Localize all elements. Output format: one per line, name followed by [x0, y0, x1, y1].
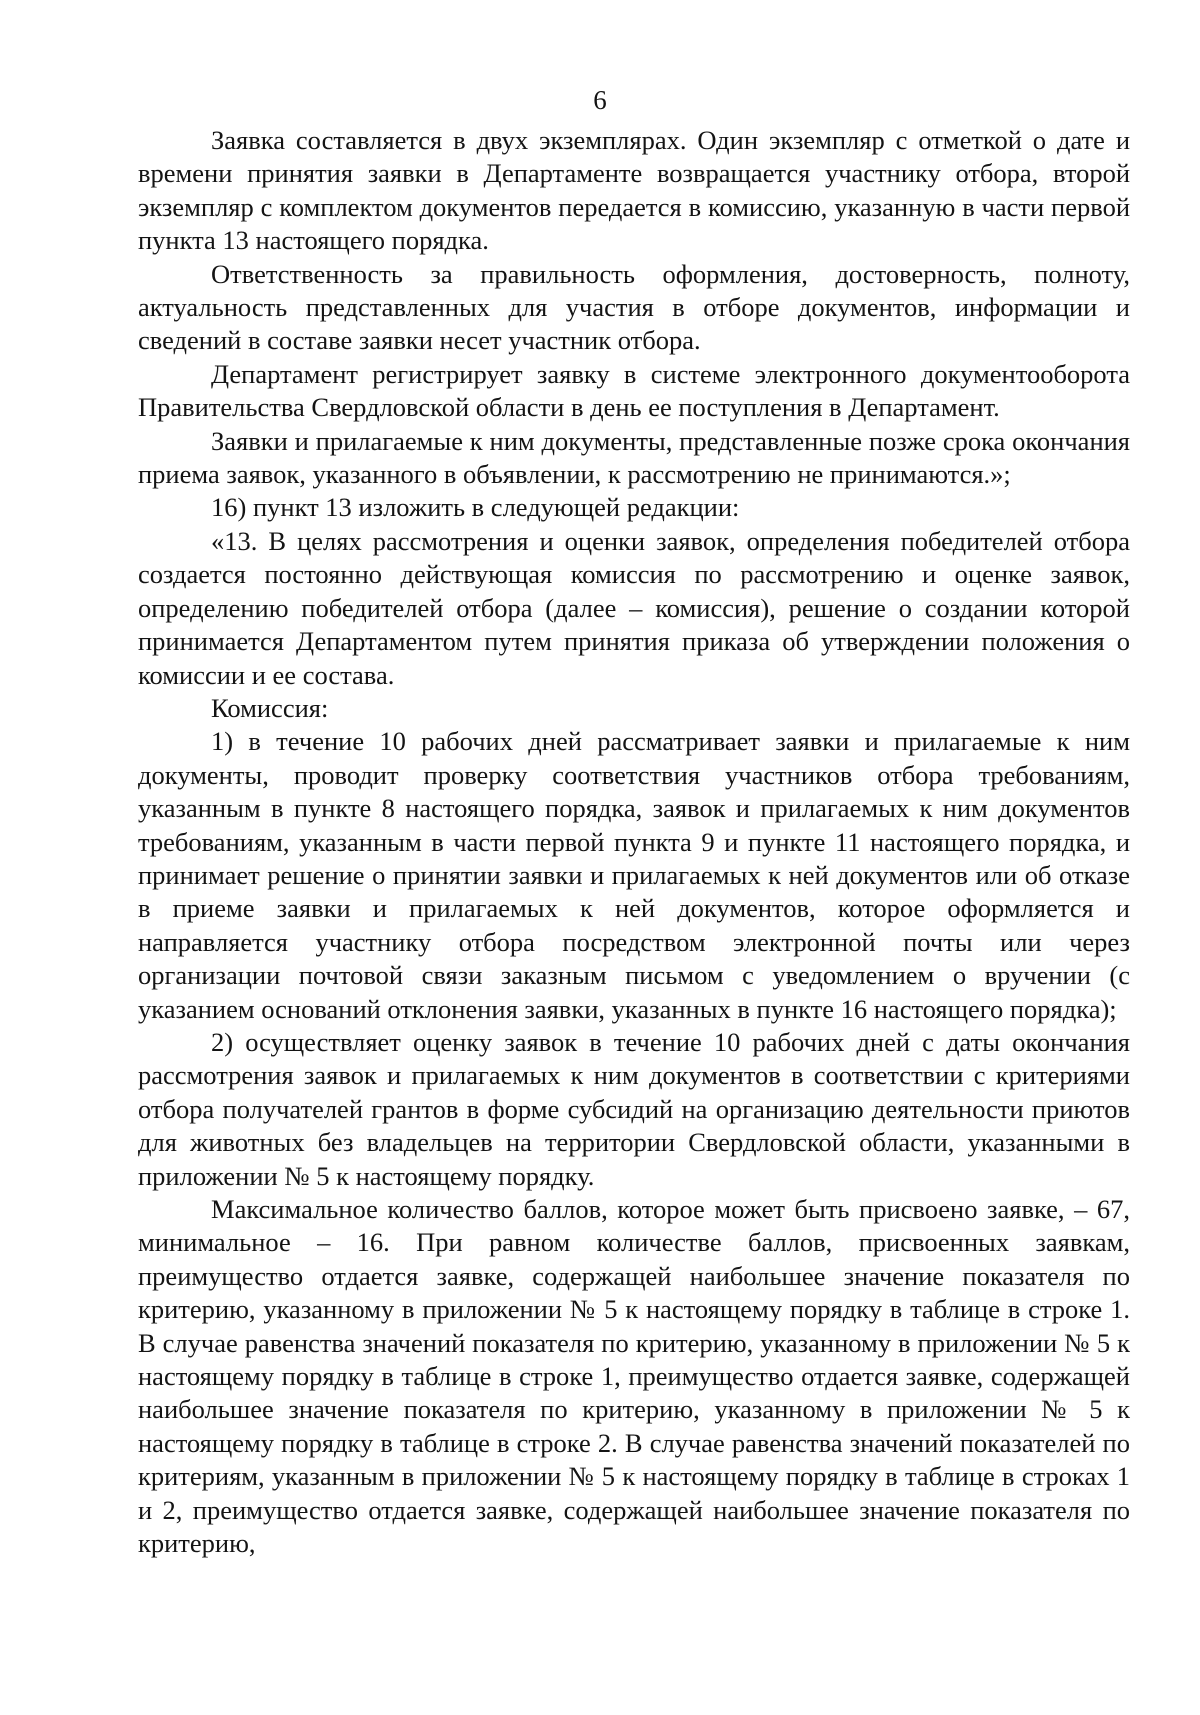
paragraph-scoring: Максимальное количество баллов, которое может быть присвоено заявке, – 67, минимальное – 16. При равном количестве баллов, присвоенных заявкам, преимущество отдается заявке, содержащей наибольшее значение показателя по критерию, указанному в приложении № 5 к настоящему порядку в таблице в строке 1. В случае равенства значений показателя по критерию, указанному в приложении № 5 к настоящему порядку в таблице в строке 1, преимущество отдается заявке, содержащей наибольшее значение показателя по критерию, указанному в приложении № 5 к настоящему порядку в таблице в строке 2. В случае равенства значений показателей по критериям, указанным в приложении № 5 к настоящему порядку в таблице в строках 1 и 2, преимущество отдается заявке, содержащей наибольшее значение показателя по критерию, [138, 1194, 1130, 1559]
paragraph-clause-13: «13. В целях рассмотрения и оценки заявок, определения победителей отбора создается постоянно действующая комиссия по рассмотрению и оценке заявок, определению победителей отбора (далее – комиссия), решение о создании которой принимается Департаментом путем принятия приказа об утверждении положения о комиссии и ее состава. [138, 525, 1130, 690]
paragraph-responsibility: Ответственность за правильность оформления, достоверность, полноту, актуальность представленных для участия в отборе документов, информации и сведений в составе заявки несет участник отбора. [138, 258, 1130, 356]
paragraph-application-copies: Заявка составляется в двух экземплярах. Один экземпляр с отметкой о дате и времени принятия заявки в Департаменте возвращается участнику отбора, второй экземпляр с комплектом документов передается в комиссию, указанную в части первой пункта 13 настоящего порядка. [138, 125, 1130, 256]
paragraph-commission-item-1: 1) в течение 10 рабочих дней рассматривает заявки и прилагаемые к ним документы, проводит проверку соответствия участников отбора требованиям, указанным в пункте 8 настоящего порядка, заявок и прилагаемых к ним документов требованиям, указанным в части первой пункта 9 и пункте 11 настоящего порядка, и принимает решение о принятии заявки и прилагаемых к ней документов или об отказе в приеме заявки и прилагаемых к ней документов, которое оформляется и направляется участнику отбора посредством электронной почты или через организации почтовой связи заказным письмом с уведомлением о вручении (с указанием оснований отклонения заявки, указанных в пункте 16 настоящего порядка); [138, 726, 1130, 1024]
page-number: 6 [593, 85, 607, 115]
paragraph-commission-heading: Комиссия: [211, 692, 329, 723]
paragraph-commission-item-2: 2) осуществляет оценку заявок в течение 10 рабочих дней с даты окончания рассмотрения заявок и прилагаемых к ним документов в соответствии с критериями отбора получателей грантов в форме субсидий на организацию деятельности приютов для животных без владельцев на территории Свердловской области, указанными в приложении № 5 к настоящему порядку. [138, 1026, 1130, 1191]
paragraph-amendment-16: 16) пункт 13 изложить в следующей редакции: [211, 492, 740, 523]
document-body [138, 124, 1130, 1560]
paragraph-late-applications: Заявки и прилагаемые к ним документы, представленные позже срока окончания приема заявок, указанного в объявлении, к рассмотрению не принимаются.»; [138, 425, 1130, 490]
paragraph-registration: Департамент регистрирует заявку в системе электронного документооборота Правительства Свердловской области в день ее поступления в Департамент. [138, 358, 1130, 423]
